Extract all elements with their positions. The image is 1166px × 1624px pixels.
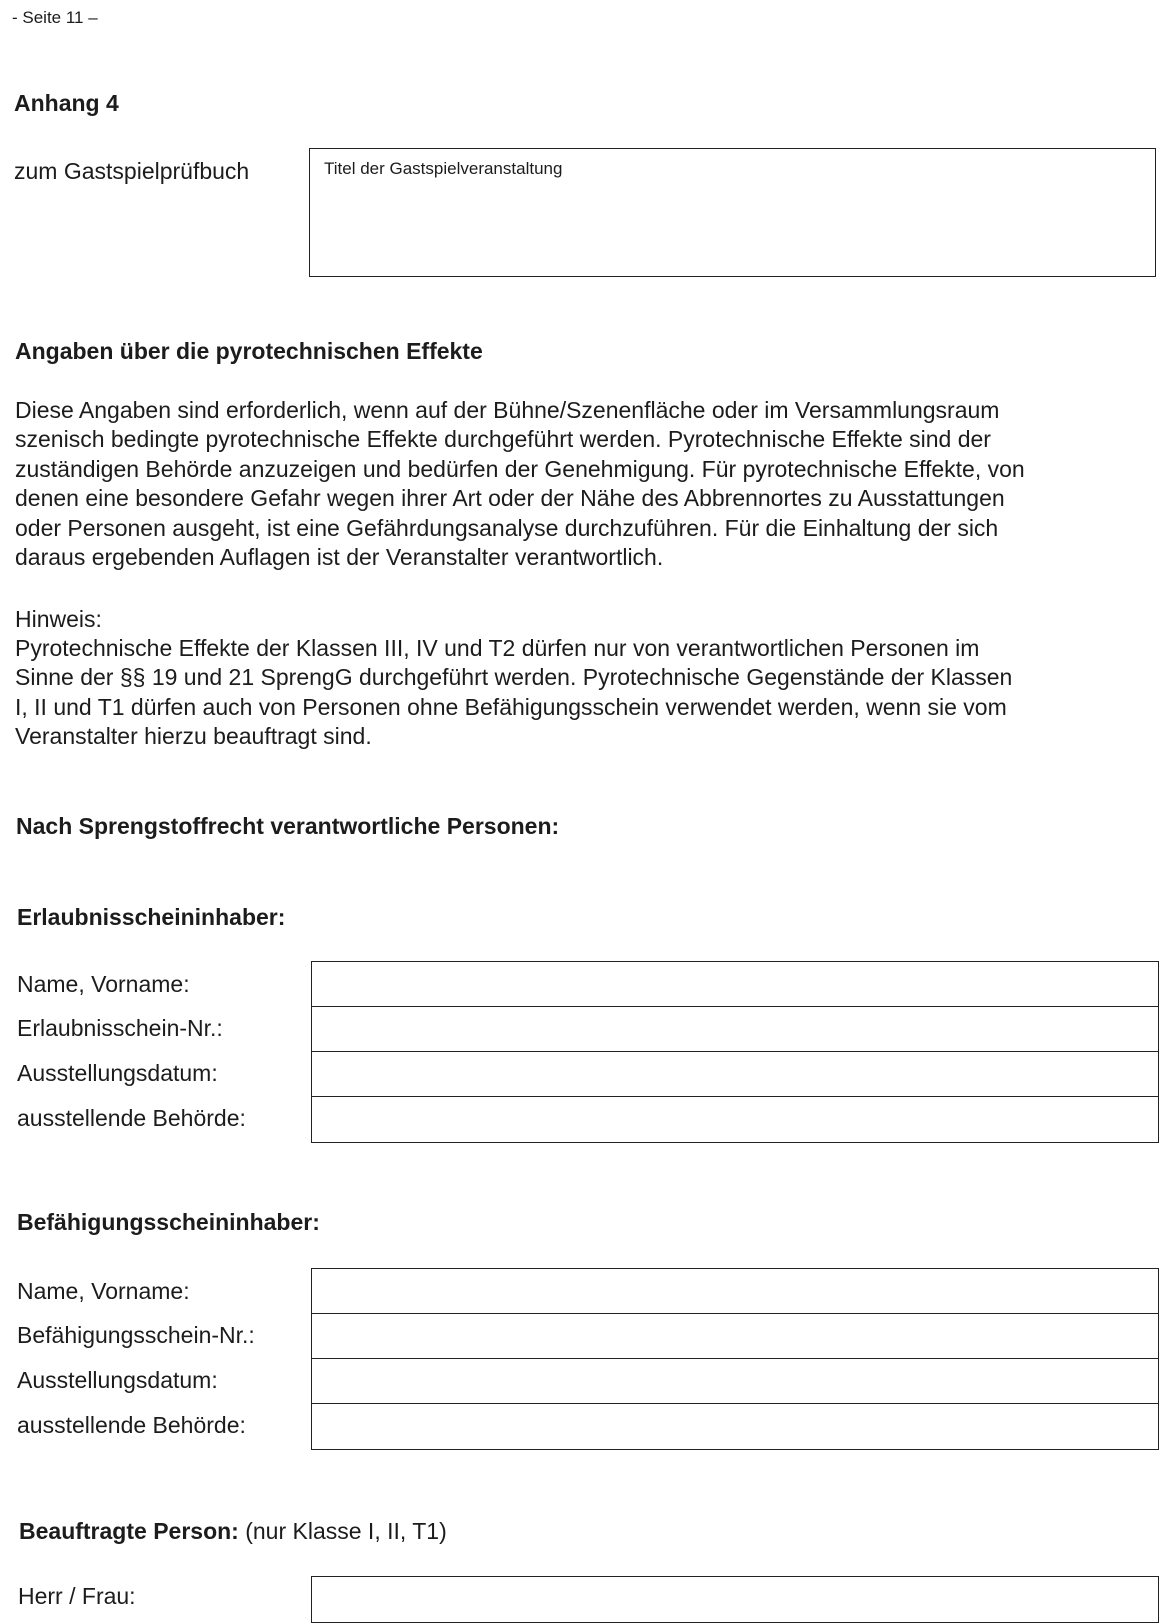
permit-number-label: Erlaubnisschein-Nr.: <box>17 1015 223 1041</box>
paragraph-line: Veranstalter hierzu beauftragt sind. <box>15 723 372 750</box>
permit-authority-label: ausstellende Behörde: <box>17 1105 246 1131</box>
permit-authority-field[interactable] <box>312 1097 1158 1142</box>
permit-date-label: Ausstellungsdatum: <box>17 1060 218 1086</box>
paragraph-line: oder Personen ausgeht, ist eine Gefährdungsanalyse durchzuführen. Für die Einhaltung der sich <box>15 514 999 541</box>
permit-name-label: Name, Vorname: <box>17 971 190 997</box>
appendix-heading: Anhang 4 <box>14 90 119 116</box>
permit-name-field[interactable] <box>312 962 1158 1007</box>
paragraph-line: daraus ergebenden Auflagen ist der Veranstalter verantwortlich. <box>15 544 664 571</box>
permit-date-field[interactable] <box>312 1052 1158 1097</box>
qualification-holder-fields <box>311 1268 1159 1450</box>
responsible-persons-heading: Nach Sprengstoffrecht verantwortliche Personen: <box>16 813 560 839</box>
note-label: Hinweis: <box>15 606 102 632</box>
qualification-date-label: Ausstellungsdatum: <box>17 1367 218 1393</box>
event-title-field-label: Titel der Gastspielveranstaltung <box>324 159 563 178</box>
qualification-number-field[interactable] <box>312 1314 1158 1359</box>
qualification-authority-label: ausstellende Behörde: <box>17 1412 246 1438</box>
paragraph-line: Sinne der §§ 19 und 21 SprengG durchgeführt werden. Pyrotechnische Gegenstände der Klassen <box>15 664 1013 691</box>
paragraph-line: szenisch bedingte pyrotechnische Effekte durchgeführt werden. Pyrotechnische Effekte sind der <box>15 426 991 453</box>
qualification-name-field[interactable] <box>312 1269 1158 1314</box>
paragraph-line: I, II und T1 dürfen auch von Personen ohne Befähigungsschein verwendet werden, wenn sie vom <box>15 693 1007 720</box>
authorized-person-heading-bold: Beauftragte Person: <box>19 1518 239 1544</box>
permit-number-field[interactable] <box>312 1007 1158 1052</box>
permit-holder-heading: Erlaubnisscheininhaber: <box>17 904 286 930</box>
qualification-number-label: Befähigungsschein-Nr.: <box>17 1322 255 1348</box>
gastspiel-label: zum Gastspielprüfbuch <box>14 158 250 184</box>
qualification-name-label: Name, Vorname: <box>17 1278 190 1304</box>
paragraph-line: zuständigen Behörde anzuzeigen und bedürfen der Genehmigung. Für pyrotechnische Effekte, von <box>15 455 1025 482</box>
paragraph-line: Diese Angaben sind erforderlich, wenn auf der Bühne/Szenenfläche oder im Versammlungsraum <box>15 397 1000 423</box>
qualification-authority-field[interactable] <box>312 1404 1158 1449</box>
page-number: - Seite 11 – <box>12 8 98 27</box>
paragraph-line: denen eine besondere Gefahr wegen ihrer Art oder der Nähe des Abbrennortes zu Ausstattungen <box>15 485 1005 512</box>
permit-holder-fields <box>311 961 1159 1143</box>
qualification-holder-heading: Befähigungsscheininhaber: <box>17 1209 320 1235</box>
section-heading: Angaben über die pyrotechnischen Effekte <box>15 338 483 364</box>
paragraph-requirements <box>15 396 1155 572</box>
authorized-person-heading-note: (nur Klasse I, II, T1) <box>245 1518 447 1544</box>
event-title-field[interactable] <box>309 148 1156 277</box>
paragraph-line: Pyrotechnische Effekte der Klassen III, IV und T2 dürfen nur von verantwortlichen Personen im <box>15 635 980 661</box>
authorized-person-heading <box>19 1518 447 1545</box>
qualification-date-field[interactable] <box>312 1359 1158 1404</box>
authorized-person-label: Herr / Frau: <box>18 1583 136 1609</box>
authorized-person-field[interactable] <box>311 1576 1159 1623</box>
paragraph-note <box>15 634 1155 752</box>
